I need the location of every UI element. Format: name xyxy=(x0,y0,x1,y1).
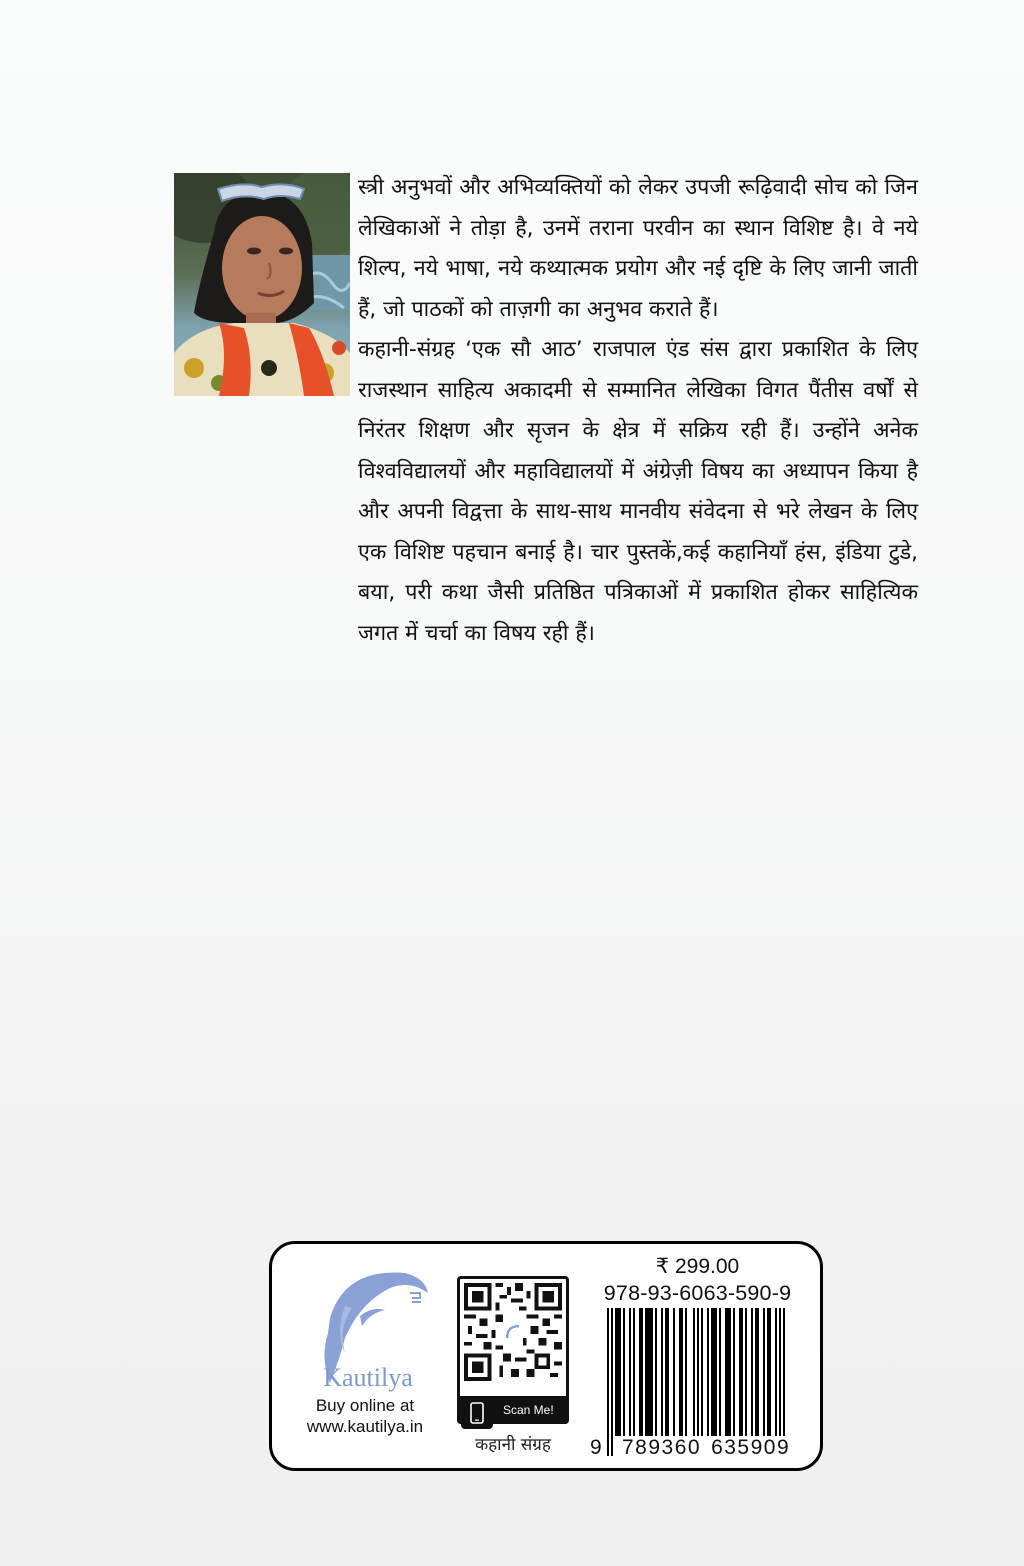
scan-me-label: Scan Me! xyxy=(503,1403,554,1417)
barcode-icon xyxy=(603,1308,793,1456)
qr-block xyxy=(457,1276,569,1455)
barcode xyxy=(590,1308,805,1459)
author-photo xyxy=(174,173,350,396)
publisher-name: Kautilya xyxy=(323,1363,413,1392)
bio-paragraph-2: कहानी-संग्रह ‘एक सौ आठ’ राजपाल एंड संस द्वारा प्रकाशित के लिए राजस्थान साहित्य अकादमी से सम्मानित लेखिका विगत पैंतीस वर्षों से निरंतर शिक्षण और सृजन के क्षेत्र में सक्रिय रही हैं। उन्होंने अनेक विश्वविद्यालयों और महाविद्यालयों में अंग्रेज़ी विषय का अध्यापन किया है और अपनी विद्वत्ता के साथ-साथ मानवीय संवेदना से भरे लेखन के लिए एक विशिष्ट पहचान बनाई है। चार पुस्तकें,कई कहानियाँ हंस, इंडिया टुडे, बया, परी कथा जैसी प्रतिष्ठित पत्रिकाओं में प्रकाशित होकर साहित्यिक जगत में चर्चा का विषय रही हैं। xyxy=(358,337,918,646)
website-link[interactable]: www.kautilya.in xyxy=(306,1417,424,1436)
barcode-block xyxy=(590,1254,805,1459)
phone-tab xyxy=(461,1397,493,1429)
qr-frame[interactable] xyxy=(457,1276,569,1424)
smartphone-icon xyxy=(470,1402,484,1424)
bio-paragraph-1: स्त्री अनुभवों और अभिव्यक्तियों को लेकर उपजी रूढ़िवादी सोच को जिन लेखिकाओं ने तोड़ा है, उनमें तराना परवीन का स्थान विशिष्ट है। वे नये शिल्प, नये भाषा, नये कथ्यात्मक प्रयोग और नई दृष्टि के लिए जानी जाती हैं, जो पाठकों को ताज़गी का अनुभव कराते हैं। xyxy=(358,175,918,322)
isbn-label: 978-93-6063-590-9 xyxy=(603,1281,792,1305)
kautilya-logo-icon xyxy=(300,1258,430,1393)
author-bio xyxy=(358,168,918,654)
genre-label: कहानी संग्रह xyxy=(475,1435,551,1455)
scan-me-bar xyxy=(457,1396,569,1424)
book-info-box xyxy=(269,1241,823,1471)
buy-online-text: Buy online at www.kautilya.in xyxy=(290,1395,440,1437)
publisher-block xyxy=(290,1258,440,1437)
author-portrait-icon xyxy=(174,173,350,396)
price-label: ₹ 299.00 xyxy=(655,1255,740,1278)
qr-code-icon xyxy=(464,1283,562,1381)
barcode-digits: 9 789360 635909 xyxy=(590,1436,791,1459)
